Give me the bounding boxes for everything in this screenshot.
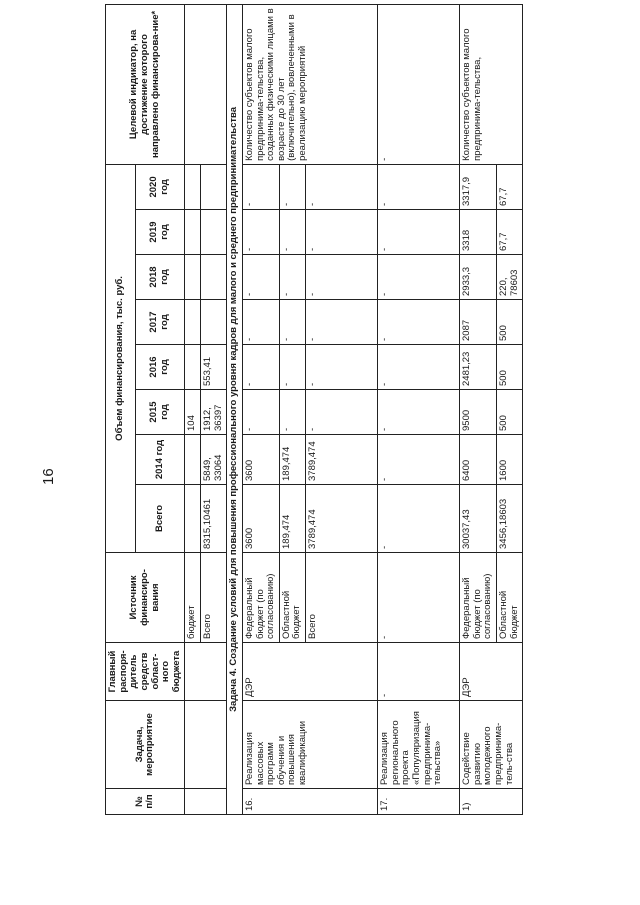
row-number: 16. [242, 789, 377, 815]
value-cell: - [279, 255, 305, 300]
col-total-header: Всего [135, 485, 185, 553]
col-indicator-header: Целевой индикатор, на достижение которого направлено финансирова-ние* [106, 4, 185, 164]
value-cell: - [242, 390, 279, 435]
col-2017-header: 2017 год [135, 300, 185, 345]
col-volume-header: Объем финансирования, тыс. руб. [106, 164, 136, 552]
source-cell: Всего [201, 553, 227, 643]
source-cell: бюджет [185, 553, 201, 643]
value-cell: - [306, 255, 378, 300]
value-cell: 67,7 [496, 164, 522, 209]
col-2016-header: 2016 год [135, 345, 185, 390]
value-cell: - [242, 345, 279, 390]
source-cell: Федеральный бюджет (по согласованию) [242, 553, 279, 643]
value-cell: - [378, 485, 460, 553]
value-cell: 3789,474 [306, 485, 378, 553]
value-cell: 3317,9 [460, 164, 497, 209]
value-cell: 6400 [460, 435, 497, 485]
col-2015-header: 2015 год [135, 390, 185, 435]
col-source-header: Источник финансиро-вания [106, 553, 185, 643]
task-4-row [227, 4, 243, 814]
indicator-cell: Количество субъектов малого предпринима-тельства, [460, 4, 523, 164]
table-row [242, 4, 279, 814]
value-cell: - [378, 164, 460, 209]
measure-name: Реализация массовых программ обучения и повышения квалификации [242, 701, 377, 789]
value-cell: - [279, 390, 305, 435]
value-cell: 500 [496, 390, 522, 435]
value-cell: 8315,10461 [201, 485, 227, 553]
col-admin-header: Главный распоря-дитель средств област-ного бюджета [106, 643, 185, 701]
source-cell: Федеральный бюджет (по согласованию) [460, 553, 497, 643]
value-cell: - [279, 345, 305, 390]
value-cell: - [306, 390, 378, 435]
page-number: 16 [40, 468, 57, 485]
value-cell: - [306, 164, 378, 209]
indicator-cell: - [378, 4, 460, 164]
table-row [460, 4, 497, 814]
table-row [378, 4, 460, 814]
col-num-header: № п/п [106, 789, 185, 815]
table-row [185, 4, 201, 814]
source-cell: - [378, 553, 460, 643]
value-cell: 3318 [460, 210, 497, 255]
value-cell: 5849, 33064 [201, 435, 227, 485]
value-cell: - [306, 345, 378, 390]
value-cell: 3600 [242, 485, 279, 553]
header-row-1 [106, 4, 136, 814]
indicator-cell: Количество субъектов малого предпринима-тельства, созданных физическими лицами в возрасте до 30 лет (включительно), вовлеченными в реализацию мероприятий [242, 4, 377, 164]
value-cell: 2933,3 [460, 255, 497, 300]
value-cell: 1600 [496, 435, 522, 485]
value-cell: - [279, 164, 305, 209]
value-cell: 3789,474 [306, 435, 378, 485]
row-number: 1) [460, 789, 523, 815]
col-task-header: Задача, мероприятие [106, 701, 185, 789]
col-2019-header: 2019 год [135, 210, 185, 255]
value-cell: 220, 78603 [496, 255, 522, 300]
value-cell: - [242, 255, 279, 300]
value-cell: - [242, 210, 279, 255]
col-2018-header: 2018 год [135, 255, 185, 300]
source-cell: Областной бюджет [496, 553, 522, 643]
value-cell: 189,474 [279, 485, 305, 553]
value-cell: 1912, 36397 [201, 390, 227, 435]
value-cell: 500 [496, 345, 522, 390]
value-cell: - [279, 210, 305, 255]
value-cell: - [378, 345, 460, 390]
value-cell: 189,474 [279, 435, 305, 485]
source-cell: Всего [306, 553, 378, 643]
row-number: 17. [378, 789, 460, 815]
task-4-title: Задача 4. Создание условий для повышения профессионального уровня кадров для малого и среднего предпринимательства [227, 4, 243, 814]
value-cell: 500 [496, 300, 522, 345]
value-cell: - [378, 210, 460, 255]
value-cell: - [306, 210, 378, 255]
col-2014-header: 2014 год [135, 435, 185, 485]
col-2020-header: 2020 год [135, 164, 185, 209]
value-cell: 30037,43 [460, 485, 497, 553]
value-cell: 2481,23 [460, 345, 497, 390]
value-cell: 9500 [460, 390, 497, 435]
value-cell: - [378, 300, 460, 345]
admin-cell: ДЭР [460, 643, 523, 701]
measure-name: Реализация регионального проекта «Популяризация предпринима-тельства» [378, 701, 460, 789]
source-cell: Областной бюджет [279, 553, 305, 643]
value-cell: - [306, 300, 378, 345]
value-cell: 3600 [242, 435, 279, 485]
value-cell: 104 [185, 390, 201, 435]
value-cell: - [279, 300, 305, 345]
value-cell: 2087 [460, 300, 497, 345]
value-cell: 3456,18603 [496, 485, 522, 553]
value-cell: - [378, 255, 460, 300]
admin-cell: - [378, 643, 460, 701]
value-cell: 67,7 [496, 210, 522, 255]
value-cell: - [378, 390, 460, 435]
admin-cell: ДЭР [242, 643, 377, 701]
measure-name: Содействие развитию молодежного предпринима-тель-ства [460, 701, 523, 789]
value-cell: - [242, 300, 279, 345]
value-cell: 553,41 [201, 345, 227, 390]
value-cell: - [378, 435, 460, 485]
value-cell: - [242, 164, 279, 209]
financing-table [105, 4, 523, 815]
